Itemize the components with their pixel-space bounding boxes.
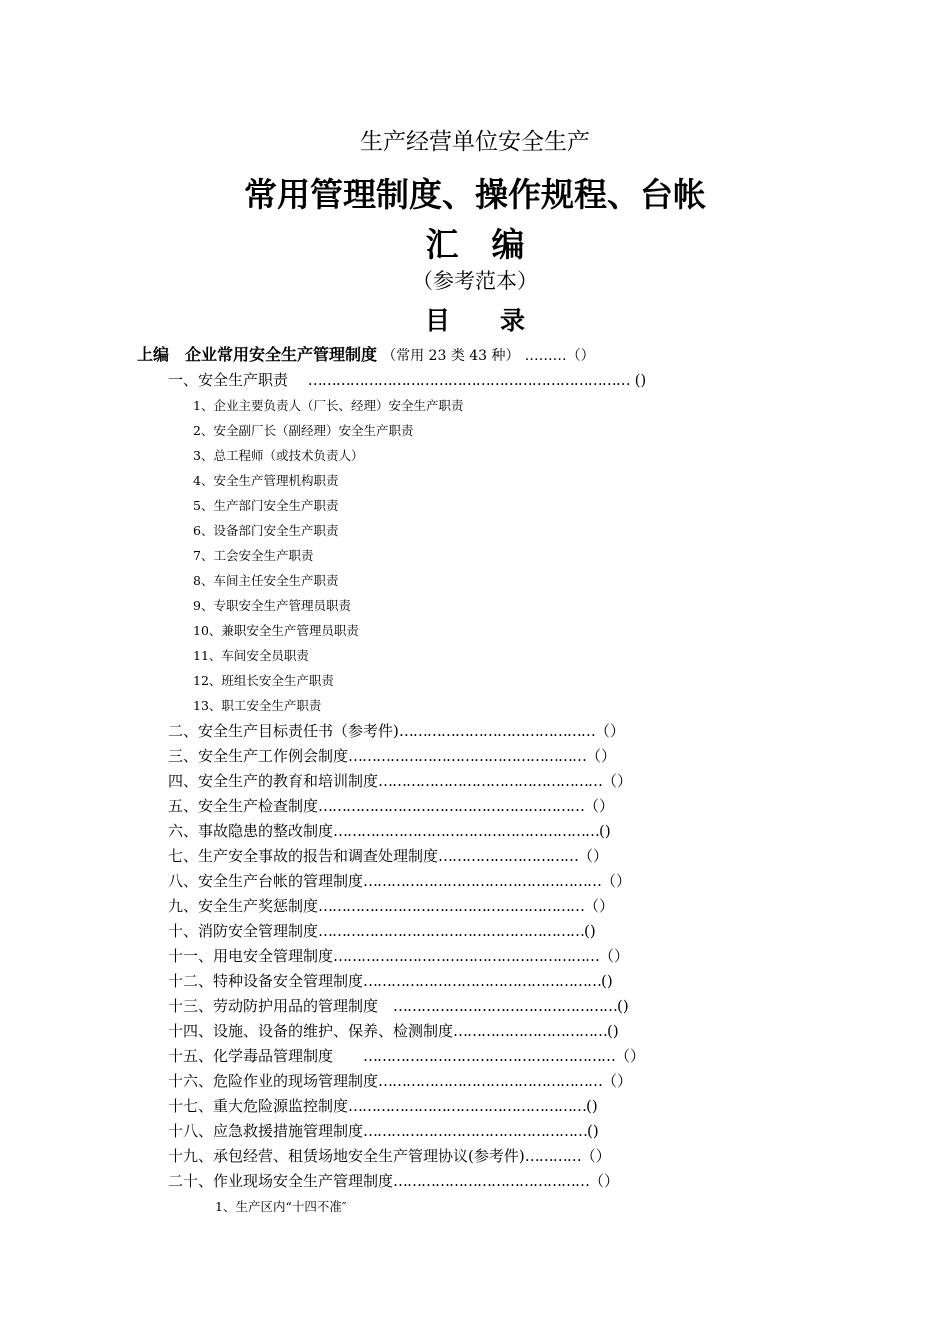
toc-entry-page: （）: [580, 1147, 611, 1165]
toc-entry-label: 四、安全生产的教育和培训制度: [168, 772, 379, 790]
toc-entry-label: 十六、危险作业的现场管理制度: [168, 1072, 379, 1090]
toc-entry-dots: …………………………………………………: [318, 797, 585, 815]
toc-subentry[interactable]: 12、班组长安全生产职责: [193, 673, 334, 688]
toc-entry-page: （）: [602, 772, 633, 790]
toc-entry[interactable]: [168, 999, 629, 1014]
part-one-note: （常用 23 类 43 种）: [382, 348, 520, 364]
toc-entry-dots: …………………………………………………: [333, 947, 600, 965]
toc-entry-label: 十、消防安全管理制度: [168, 922, 319, 940]
toc-entry-label: 十七、重大危险源监控制度: [168, 1097, 349, 1115]
toc-entry-page: (): [599, 822, 611, 840]
toc-entry-label: 一、安全生产职责: [168, 371, 304, 389]
toc-entry-page: （）: [584, 897, 615, 915]
toc-heading: 目 录: [424, 306, 525, 335]
toc-entry-page: （）: [602, 1072, 633, 1090]
toc-entry[interactable]: [168, 1124, 599, 1139]
toc-entry[interactable]: [168, 874, 631, 889]
toc-entry-page: (): [586, 1097, 598, 1115]
toc-entry-dots: ……………………………………………: [348, 1097, 587, 1115]
toc-entry-label: 十二、特种设备安全管理制度: [168, 972, 364, 990]
toc-subentry[interactable]: 7、工会安全生产职责: [193, 548, 314, 563]
toc-entry-page: （）: [589, 1172, 620, 1190]
toc-entry-page: (): [634, 371, 647, 389]
toc-entry[interactable]: [168, 749, 616, 764]
toc-entry-page: （）: [594, 722, 625, 740]
toc-entry-page: （）: [578, 847, 609, 865]
toc-entry[interactable]: [168, 1174, 619, 1189]
toc-entry[interactable]: [168, 373, 646, 388]
toc-entry-label: 九、安全生产奖惩制度: [168, 897, 319, 915]
toc-entry[interactable]: [168, 899, 614, 914]
toc-entry-dots: ……………………………………: [393, 1172, 590, 1190]
toc-entry[interactable]: [168, 799, 614, 814]
toc-entry[interactable]: [168, 949, 629, 964]
toc-entry-page: （）: [599, 947, 630, 965]
toc-entry[interactable]: [168, 1024, 619, 1039]
toc-entry-dots: …………………………………………: [378, 772, 603, 790]
toc-entry-dots: ……………………………………………: [363, 872, 602, 890]
toc-entry-page: (): [607, 1022, 619, 1040]
toc-entry-label: 五、安全生产检查制度: [168, 797, 319, 815]
toc-entry-dots: ……………………………………………: [363, 972, 602, 990]
toc-entry-page: (): [584, 922, 596, 940]
toc-subentry[interactable]: 6、设备部门安全生产职责: [193, 523, 339, 538]
toc-subentry[interactable]: 10、兼职安全生产管理员职责: [193, 623, 359, 638]
toc-entry-page: （）: [615, 1047, 646, 1065]
toc-entry-dots: …………………………………………………: [333, 822, 600, 840]
toc-entry-dots: ……………………………: [453, 1022, 608, 1040]
part-one-dots: ………（）: [524, 348, 595, 364]
toc-subentry[interactable]: 1、企业主要负责人（厂长、经理）安全生产职责: [193, 398, 464, 413]
toc-subentry[interactable]: 1、生产区内“十四不准″: [215, 1199, 347, 1214]
document-title: 常用管理制度、操作规程、台帐: [244, 175, 706, 214]
toc-entry[interactable]: [168, 724, 625, 739]
toc-subentry[interactable]: 4、安全生产管理机构职责: [193, 473, 339, 488]
toc-subentry[interactable]: 5、生产部门安全生产职责: [193, 498, 339, 513]
toc-entry-label: 二、安全生产目标责任书（参考件): [168, 722, 399, 740]
toc-entry-label: 十一、用电安全管理制度: [168, 947, 334, 965]
toc-entry-dots: …………………………: [438, 847, 579, 865]
toc-entry-dots: ………………………………………………: [363, 1047, 616, 1065]
toc-entry[interactable]: [168, 974, 613, 989]
toc-entry-dots: …………………………………………: [378, 1072, 603, 1090]
toc-entry[interactable]: [168, 1099, 598, 1114]
toc-entry-label: 八、安全生产台帐的管理制度: [168, 872, 364, 890]
toc-entry[interactable]: [168, 1074, 632, 1089]
toc-entry-dots: …………………………………………………: [318, 897, 585, 915]
toc-entry-label: 十九、承包经营、租赁场地安全生产管理协议(参考件): [168, 1147, 525, 1165]
toc-entry-label: 十五、化学毒品管理制度: [168, 1047, 364, 1065]
toc-entry-dots: …………………………………………: [363, 1122, 588, 1140]
toc-entry-dots: ……………………………………: [398, 722, 595, 740]
toc-subentry[interactable]: 8、车间主任安全生产职责: [193, 573, 339, 588]
toc-entry-dots: …………………………………………………: [318, 922, 585, 940]
toc-entry-dots: ……………………………………………………………: [307, 371, 630, 389]
toc-subentry[interactable]: 13、职工安全生产职责: [193, 698, 322, 713]
toc-entry-dots: …………: [524, 1147, 581, 1165]
toc-entry-page: （）: [586, 747, 617, 765]
toc-entry-page: （）: [601, 872, 632, 890]
toc-entry-dots: ……………………………………………: [348, 747, 587, 765]
toc-subentry[interactable]: 2、安全副厂长（副经理）安全生产职责: [193, 423, 414, 438]
toc-entry[interactable]: [168, 849, 608, 864]
toc-subentry[interactable]: 11、车间安全员职责: [193, 648, 309, 663]
toc-entry[interactable]: [168, 824, 611, 839]
reference-note: （参考范本）: [412, 269, 538, 293]
document-title-line2: 汇 编: [425, 225, 525, 264]
toc-entry-label: 十三、劳动防护用品的管理制度: [168, 997, 394, 1015]
toc-subentry[interactable]: 3、总工程师（或技术负责人）: [193, 448, 364, 463]
toc-entry-label: 三、安全生产工作例会制度: [168, 747, 349, 765]
toc-entry-label: 十八、应急救援措施管理制度: [168, 1122, 364, 1140]
toc-entry-label: 七、生产安全事故的报告和调查处理制度: [168, 847, 439, 865]
toc-entry[interactable]: [168, 924, 596, 939]
part-one-heading: [137, 347, 595, 363]
toc-entry-label: 六、事故隐患的整改制度: [168, 822, 334, 840]
document-subtitle: 生产经营单位安全生产: [360, 129, 590, 155]
toc-entry-page: （）: [584, 797, 615, 815]
toc-entry-label: 二十、作业现场安全生产管理制度: [168, 1172, 394, 1190]
toc-entry-label: 十四、设施、设备的维护、保养、检测制度: [168, 1022, 454, 1040]
toc-entry-page: (): [617, 997, 629, 1015]
toc-entry-dots: …………………………………………: [393, 997, 618, 1015]
toc-subentry[interactable]: 9、专职安全生产管理员职责: [193, 598, 351, 613]
part-one-label: 上编 企业常用安全生产管理制度: [137, 345, 378, 364]
toc-entry[interactable]: [168, 774, 632, 789]
toc-entry-page: (): [587, 1122, 599, 1140]
toc-entry[interactable]: [168, 1049, 645, 1064]
toc-entry[interactable]: [168, 1149, 611, 1164]
toc-entry-page: (): [601, 972, 613, 990]
